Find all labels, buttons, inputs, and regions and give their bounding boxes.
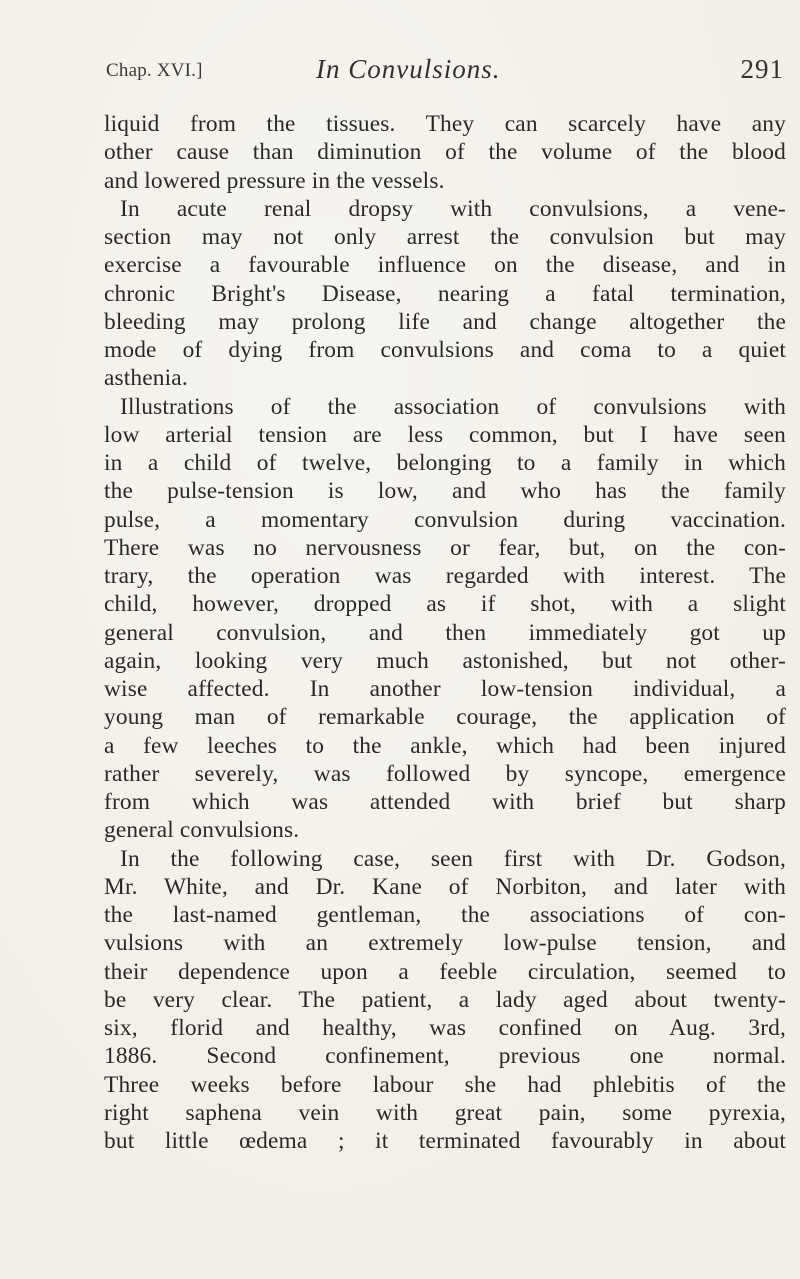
text-line: section may not only arrest the convulsion but may [104,224,786,250]
text-line: pulse, a momentary convulsion during vaccination. [104,506,786,533]
text-line: Mr. White, and Dr. Kane of Norbiton, and later with [104,873,786,900]
text-line: low arterial tension are less common, but I have seen [104,421,786,448]
text-line: chronic Bright's Disease, nearing a fatal termination, [104,280,786,307]
text-line: child, however, dropped as if shot, with a slight [104,591,786,618]
text-line: rather severely, was followed by syncope, emergence [104,760,786,787]
text-line: exercise a favourable influence on the disease, and in [104,252,786,279]
text-line: mode of dying from convulsions and coma to a quiet [104,337,786,363]
text-line: general convulsions. [104,817,300,844]
text-line: bleeding may prolong life and change altogether the [104,308,786,335]
text-line: In the following case, seen first with Dr. Godson, [120,845,786,872]
text-line: In acute renal dropsy with convulsions, a vene- [120,195,786,222]
text-line: six, florid and healthy, was confined on Aug. 3rd, [104,1015,786,1041]
text-line: and lowered pressure in the vessels. [104,167,445,194]
text-line: right saphena vein with great pain, some pyrexia, [104,1099,786,1126]
text-line: but little œdema ; it terminated favourably in about [104,1128,786,1154]
text-line: young man of remarkable courage, the application of [104,704,786,731]
running-head [106,52,784,92]
page-number: 291 [740,54,784,84]
text-line: the pulse-tension is low, and who has the family [104,478,786,505]
text-line: in a child of twelve, belonging to a family in which [104,450,786,476]
text-line: vulsions with an extremely low-pulse tension, and [104,930,786,957]
text-line: general convulsion, and then immediately got up [104,619,786,646]
text-line: from which was attended with brief but sharp [104,789,786,815]
text-line: Three weeks before labour she had phlebitis of the [104,1071,786,1098]
text-line: trary, the operation was regarded with interest. The [104,563,786,589]
text-line: be very clear. The patient, a lady aged about twenty- [104,986,786,1013]
text-line: There was no nervousness or fear, but, on the con- [104,534,786,561]
text-line: Illustrations of the association of convulsions with [120,393,786,420]
text-line: wise affected. In another low-tension individual, a [104,676,786,702]
text-line: liquid from the tissues. They can scarcely have any [104,111,786,137]
text-line: asthenia. [104,365,188,392]
chapter-reference: Chap. XVI.] [106,60,203,81]
text-line: 1886. Second confinement, previous one normal. [104,1043,786,1070]
running-title: In Convulsions. [316,54,501,84]
body-text [104,110,786,1155]
text-line: again, looking very much astonished, but not other- [104,647,786,674]
text-line: other cause than diminution of the volume of the blood [104,139,786,166]
text-line: their dependence upon a feeble circulation, seemed to [104,958,786,985]
text-line: a few leeches to the ankle, which had been injured [104,732,786,759]
text-line: the last-named gentleman, the associations of con- [104,902,786,928]
